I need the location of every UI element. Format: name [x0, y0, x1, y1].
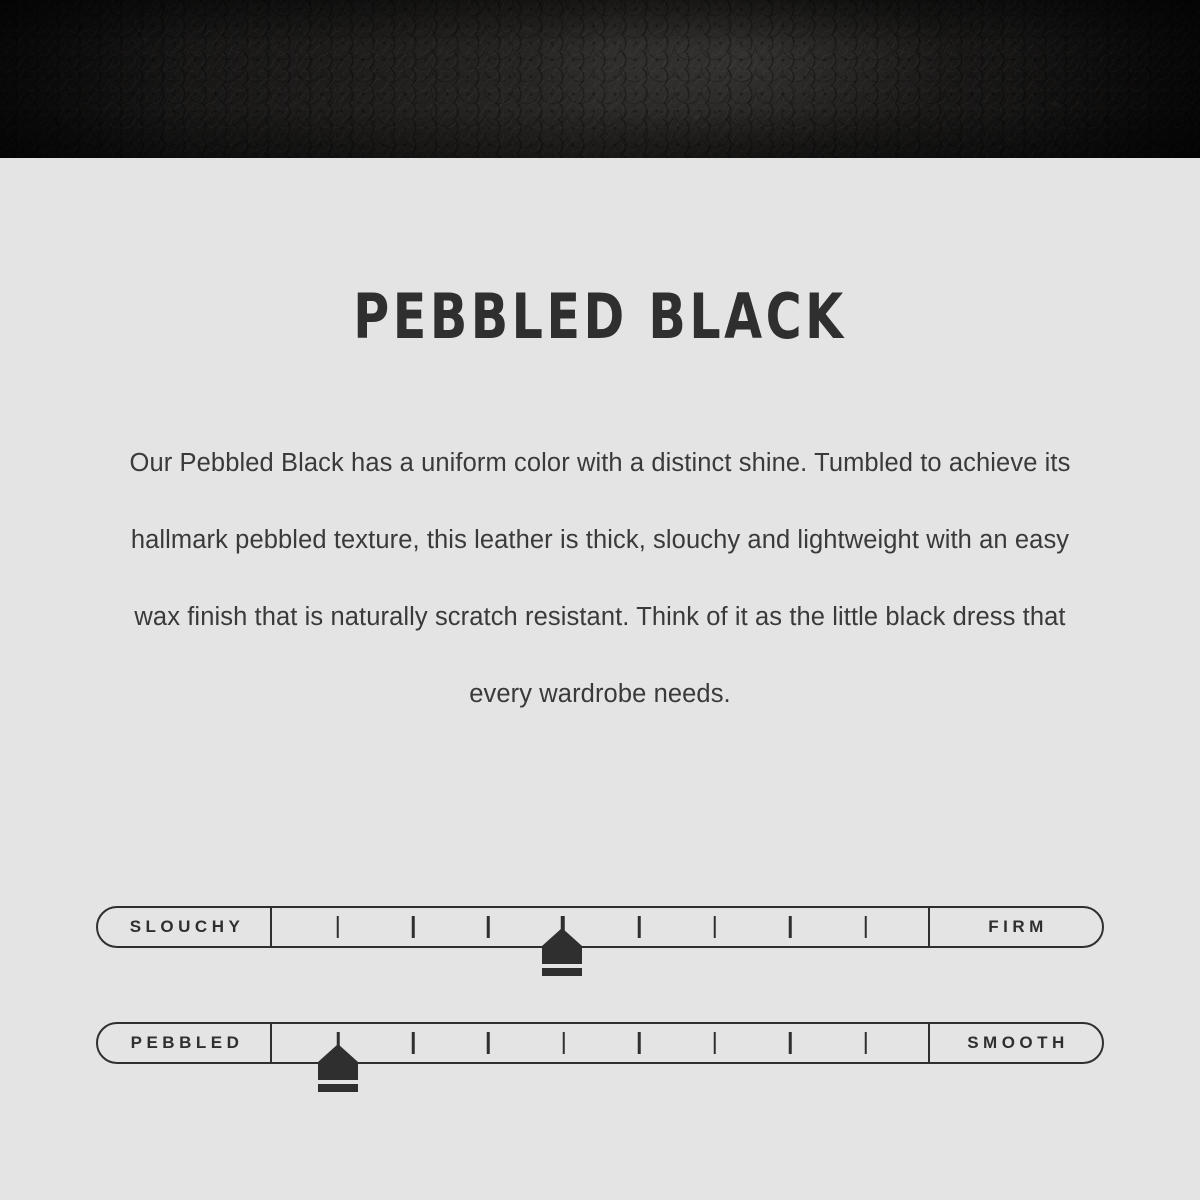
- scale-texture: [0, 996, 1200, 1102]
- scale-tick: [336, 916, 339, 938]
- scale-tick: [864, 916, 867, 938]
- scale-tick: [487, 1032, 490, 1054]
- marker-base: [318, 1084, 358, 1092]
- scale-tick: [563, 1032, 566, 1054]
- scale-structure: [0, 880, 1200, 986]
- scale-texture-track[interactable]: [96, 1022, 1104, 1064]
- scale-tick: [638, 916, 641, 938]
- scale-tick: [789, 916, 792, 938]
- scale-tick: [714, 1032, 717, 1054]
- scale-texture-left-label: PEBBLED: [98, 1024, 272, 1062]
- content-area: [0, 158, 1200, 733]
- attribute-scales: [0, 880, 1200, 1102]
- scale-tick: [789, 1032, 792, 1054]
- scale-tick: [714, 916, 717, 938]
- scale-tick: [412, 1032, 415, 1054]
- scale-structure-track[interactable]: [96, 906, 1104, 948]
- marker-body: [542, 946, 582, 964]
- scale-texture-ticks: [272, 1024, 928, 1062]
- marker-point: [318, 1044, 358, 1062]
- scale-structure-right-label: FIRM: [928, 908, 1102, 946]
- scale-tick: [487, 916, 490, 938]
- marker-body: [318, 1062, 358, 1080]
- scale-tick: [412, 916, 415, 938]
- marker-base: [542, 968, 582, 976]
- page-title: PEBBLED BLACK: [353, 280, 847, 353]
- product-description: Our Pebbled Black has a uniform color with a distinct shine. Tumbled to achieve its hallmark pebbled texture, this leather is thick, slouchy and lightweight with an easy wax finish that is naturally scratch resistant. Think of it as the little black dress that every wardrobe needs.: [129, 449, 1071, 708]
- marker-point: [542, 928, 582, 946]
- leather-texture-hero-image: [0, 0, 1200, 158]
- scale-tick: [638, 1032, 641, 1054]
- scale-tick: [864, 1032, 867, 1054]
- scale-structure-left-label: SLOUCHY: [98, 908, 272, 946]
- leather-vignette-overlay: [0, 0, 1200, 158]
- scale-structure-ticks: [272, 908, 928, 946]
- scale-texture-right-label: SMOOTH: [928, 1024, 1102, 1062]
